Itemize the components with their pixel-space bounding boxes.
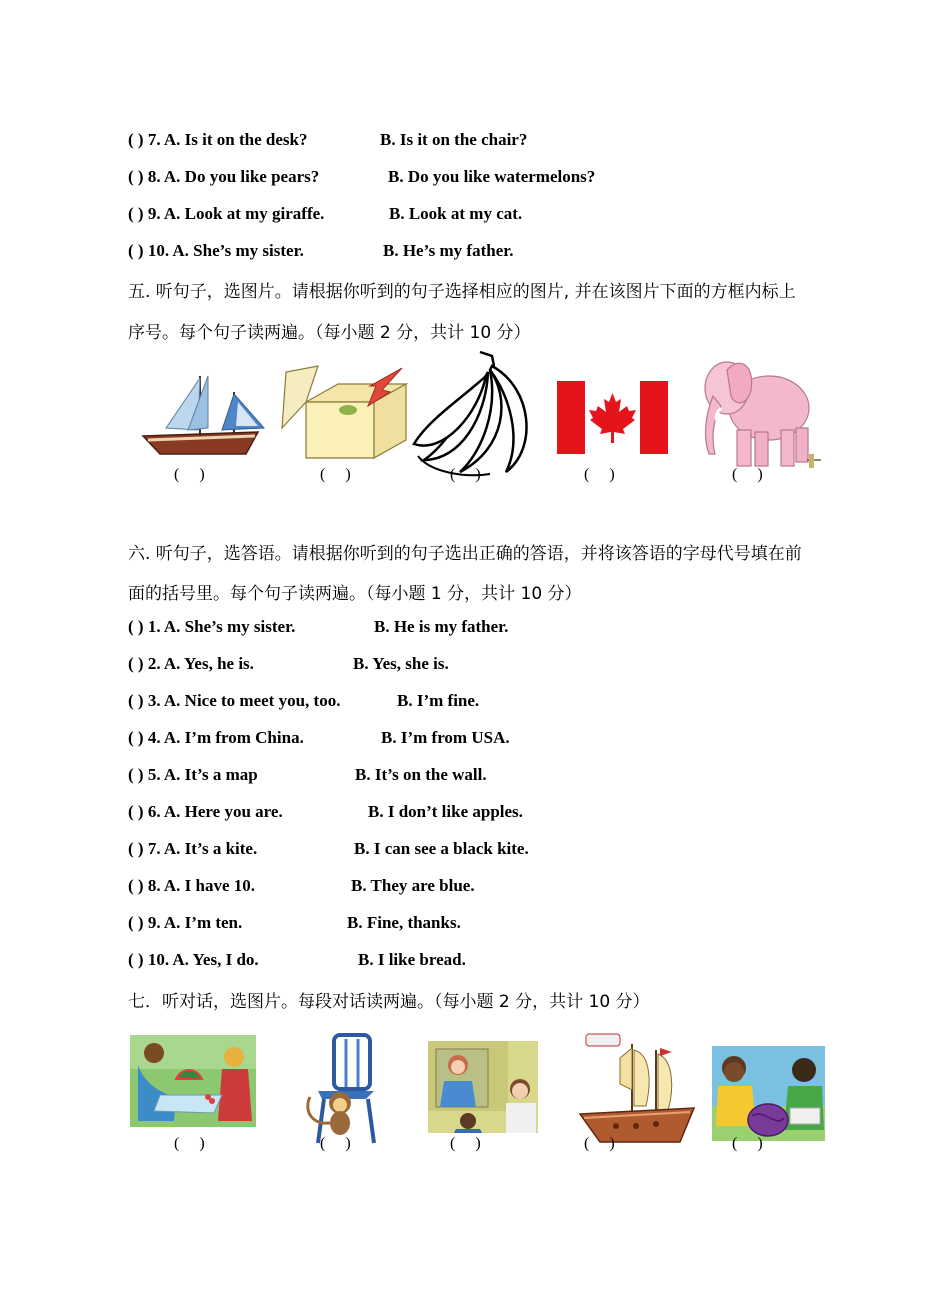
option-a: ( ) 1. A. She’s my sister. bbox=[128, 617, 296, 636]
answer-paren: ( ) bbox=[174, 466, 205, 483]
option-b: B. Is it on the chair? bbox=[380, 130, 528, 149]
option-a: ( ) 2. A. Yes, he is. bbox=[128, 654, 254, 673]
option-b: B. I like bread. bbox=[358, 950, 466, 969]
boat-icon bbox=[138, 370, 268, 460]
boys-ball-picture bbox=[712, 1046, 825, 1141]
question-row bbox=[128, 654, 449, 674]
question-row bbox=[128, 765, 487, 785]
section5-heading-line1: 五. 听句子，选图片。请根据你听到的句子选择相应的图片, 并在该图片下面的方框内标上 bbox=[128, 282, 796, 302]
answer-paren: ( ) bbox=[174, 1135, 205, 1152]
question-row bbox=[128, 802, 523, 822]
teacher-boy-picture bbox=[428, 1041, 538, 1133]
monkey-chair-icon bbox=[300, 1033, 380, 1145]
option-b: B. Do you like watermelons? bbox=[388, 167, 596, 186]
children-fruit-picture bbox=[130, 1035, 256, 1127]
option-a: ( ) 8. A. Do you like pears? bbox=[128, 167, 320, 186]
canada-flag-icon bbox=[557, 381, 668, 454]
bananas-icon bbox=[410, 348, 540, 482]
answer-paren: ( ) bbox=[584, 466, 615, 483]
answer-paren: ( ) bbox=[320, 466, 351, 483]
answer-paren: ( ) bbox=[584, 1135, 615, 1152]
boys-ball-icon bbox=[712, 1046, 825, 1141]
option-b: B. I don’t like apples. bbox=[368, 802, 523, 821]
answer-paren: ( ) bbox=[450, 1135, 481, 1152]
boat-picture bbox=[138, 370, 268, 460]
option-a: ( ) 10. A. Yes, I do. bbox=[128, 950, 259, 969]
section6-heading-line2: 面的括号里。每个句子读两遍。（每小题 1 分，共计 10 分） bbox=[128, 584, 582, 604]
answer-paren: ( ) bbox=[450, 466, 481, 483]
section7-heading: 七．听对话，选图片。每段对话读两遍。（每小题 2 分，共计 10 分） bbox=[128, 992, 650, 1012]
option-a: ( ) 7. A. It’s a kite. bbox=[128, 839, 258, 858]
option-b: B. I’m fine. bbox=[397, 691, 480, 710]
sailing-ship-picture bbox=[576, 1030, 700, 1148]
question-row bbox=[128, 167, 596, 187]
question-row bbox=[128, 130, 528, 150]
section6-heading-line1: 六. 听句子，选答语。请根据你听到的句子选出正确的答语，并将该答语的字母代号填在前 bbox=[128, 544, 802, 564]
option-b: B. It’s on the wall. bbox=[355, 765, 487, 784]
option-a: ( ) 10. A. She’s my sister. bbox=[128, 241, 304, 260]
section5-heading-line2: 序号。每个句子读两遍。（每小题 2 分，共计 10 分） bbox=[128, 323, 531, 343]
question-row bbox=[128, 204, 523, 224]
children-fruit-icon bbox=[130, 1035, 256, 1127]
option-a: ( ) 7. A. Is it on the desk? bbox=[128, 130, 308, 149]
question-row bbox=[128, 617, 509, 637]
elephant-icon bbox=[697, 350, 823, 474]
option-b: B. I can see a black kite. bbox=[354, 839, 529, 858]
question-row bbox=[128, 913, 461, 933]
question-row bbox=[128, 728, 510, 748]
option-a: ( ) 9. A. I’m ten. bbox=[128, 913, 243, 932]
option-a: ( ) 5. A. It’s a map bbox=[128, 765, 258, 784]
option-a: ( ) 6. A. Here you are. bbox=[128, 802, 283, 821]
bananas-picture bbox=[410, 348, 540, 482]
answer-paren: ( ) bbox=[732, 1135, 763, 1152]
option-b: B. Fine, thanks. bbox=[347, 913, 461, 932]
elephant-picture bbox=[697, 350, 823, 474]
option-a: ( ) 8. A. I have 10. bbox=[128, 876, 256, 895]
monkey-chair-picture bbox=[300, 1033, 380, 1145]
sailing-ship-icon bbox=[576, 1030, 700, 1148]
option-a: ( ) 9. A. Look at my giraffe. bbox=[128, 204, 325, 223]
option-b: B. I’m from USA. bbox=[381, 728, 510, 747]
canada-flag-picture bbox=[557, 381, 668, 454]
option-b: B. He’s my father. bbox=[383, 241, 514, 260]
option-a: ( ) 3. A. Nice to meet you, too. bbox=[128, 691, 341, 710]
option-b: B. He is my father. bbox=[374, 617, 509, 636]
question-row bbox=[128, 950, 466, 970]
question-row bbox=[128, 691, 480, 711]
box-icon bbox=[278, 362, 410, 462]
answer-paren: ( ) bbox=[732, 466, 763, 483]
answer-paren: ( ) bbox=[320, 1135, 351, 1152]
question-row bbox=[128, 839, 529, 859]
question-row bbox=[128, 241, 514, 261]
option-b: B. They are blue. bbox=[351, 876, 475, 895]
teacher-boy-icon bbox=[428, 1041, 538, 1133]
box-picture bbox=[278, 362, 410, 462]
option-b: B. Look at my cat. bbox=[389, 204, 523, 223]
question-row bbox=[128, 876, 475, 896]
option-a: ( ) 4. A. I’m from China. bbox=[128, 728, 304, 747]
option-b: B. Yes, she is. bbox=[353, 654, 449, 673]
